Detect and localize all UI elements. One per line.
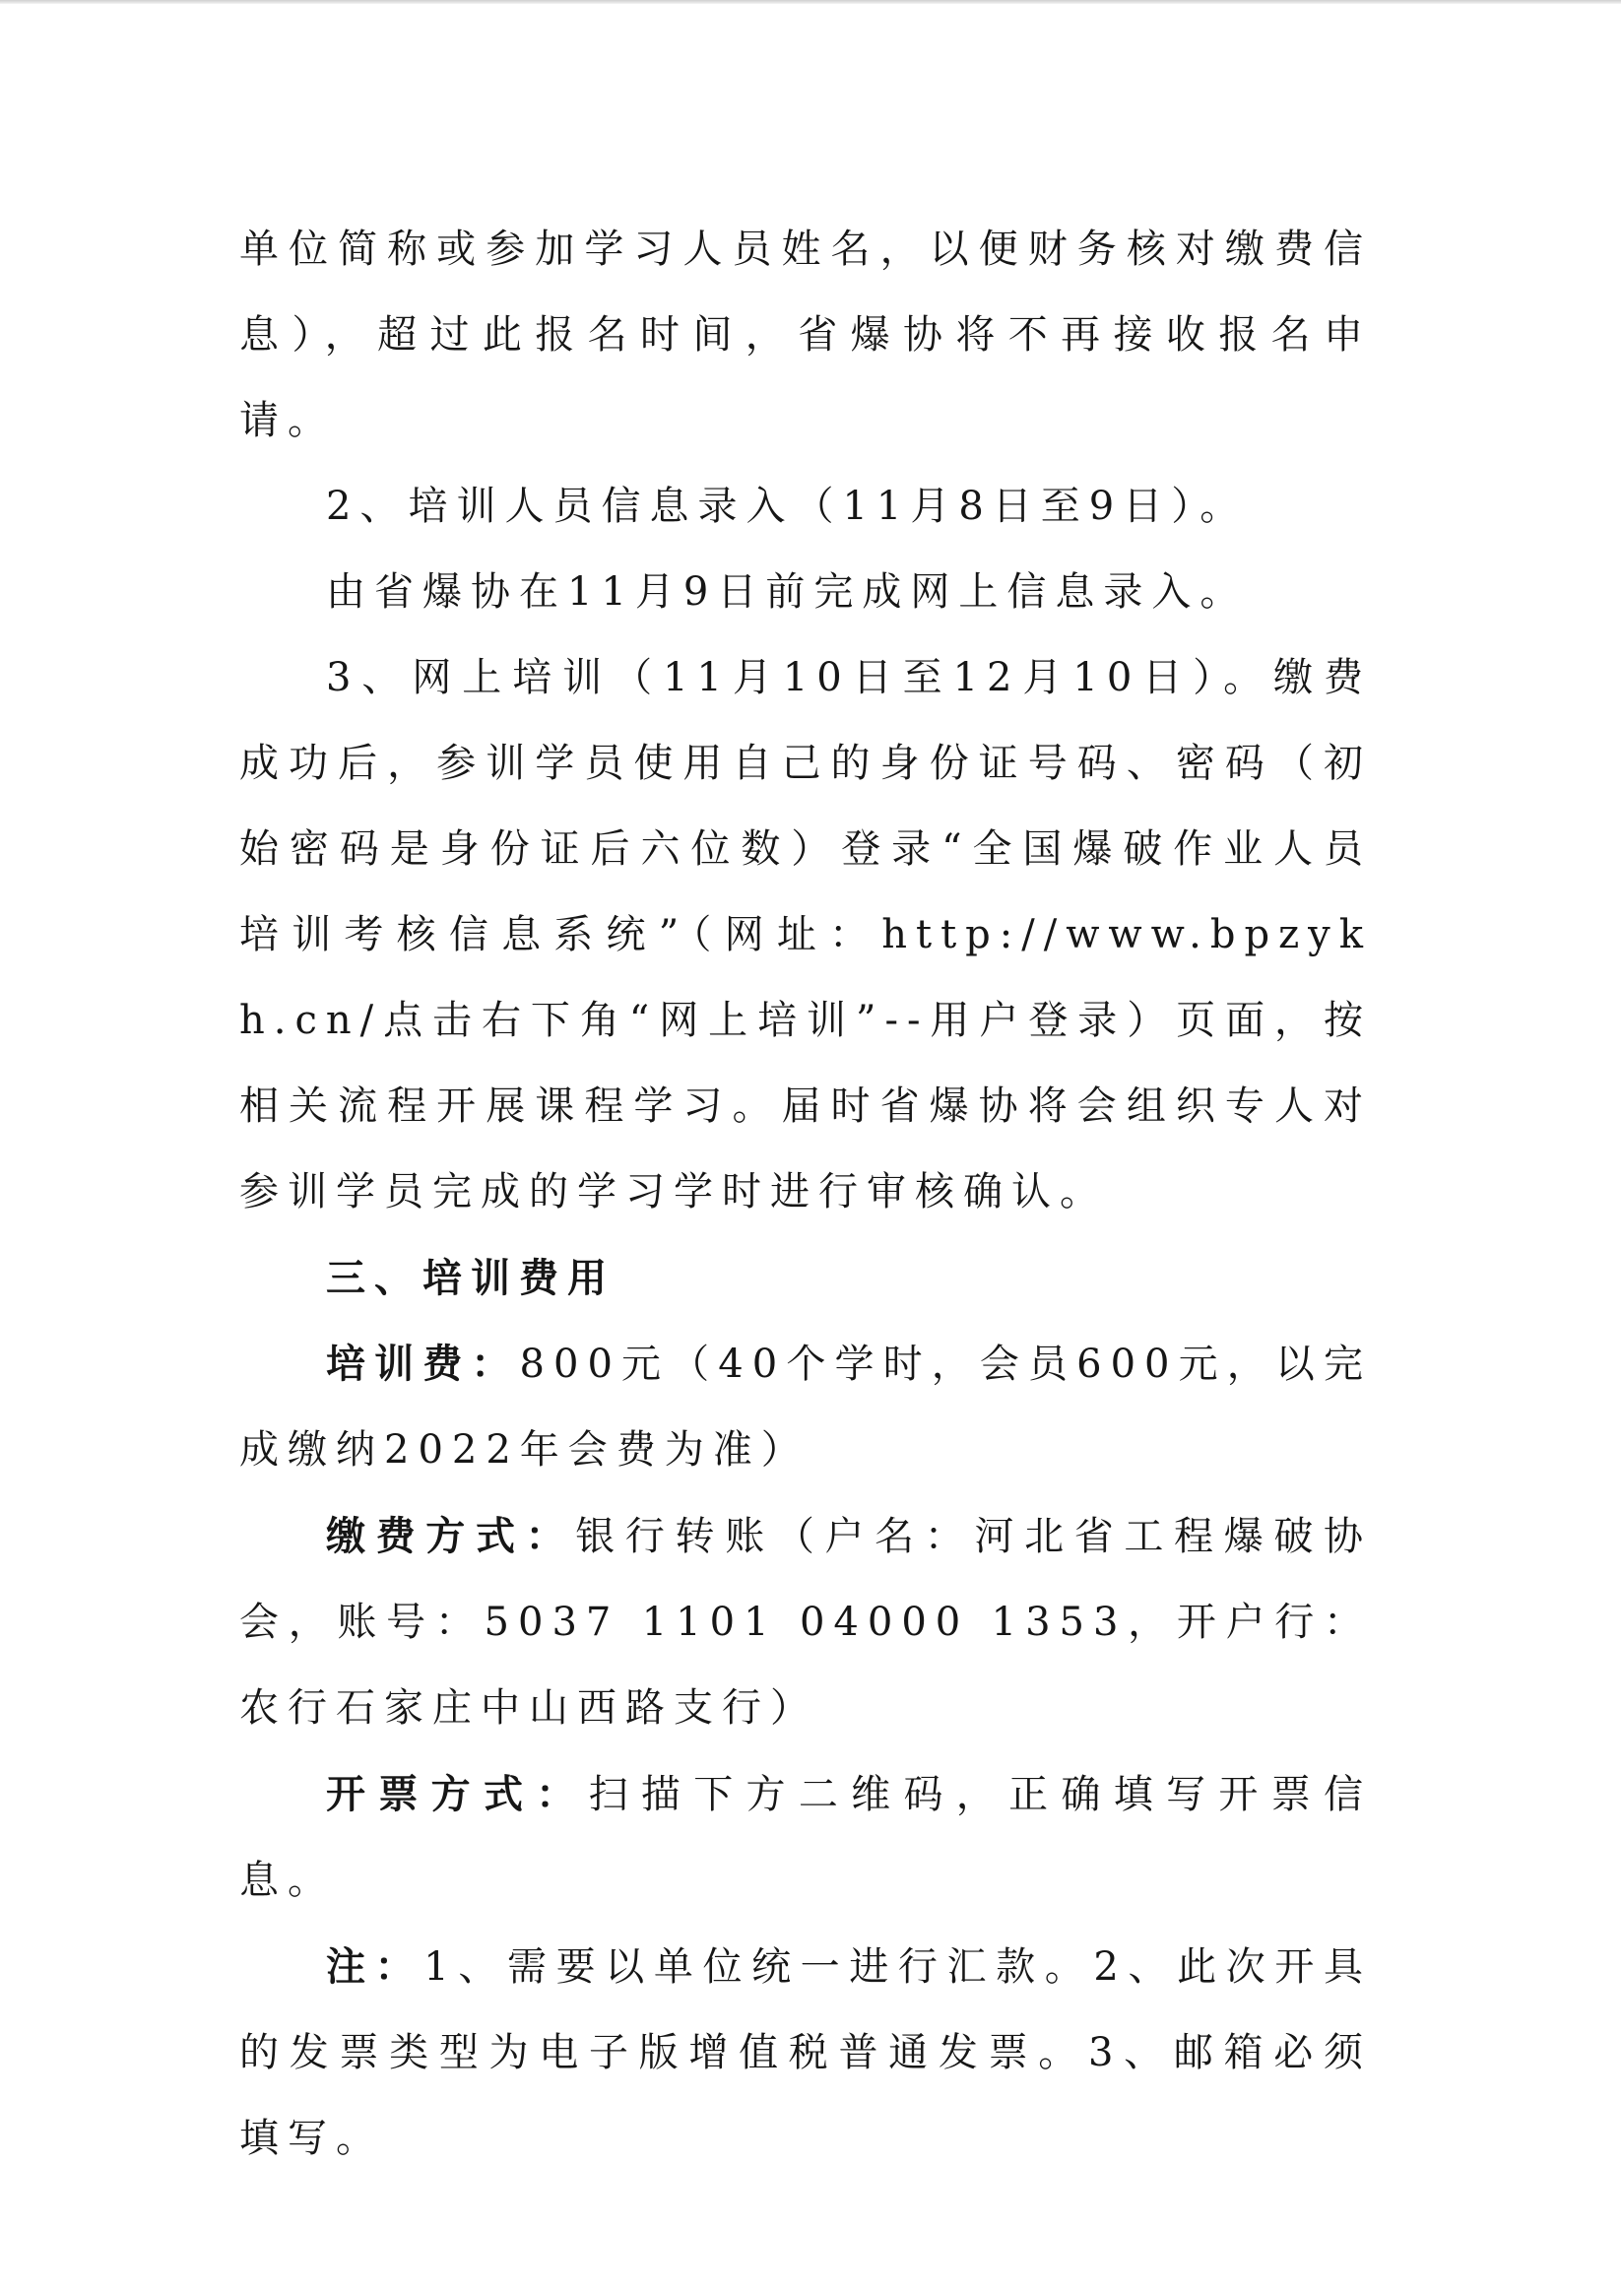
notes-label: 注： (326, 1943, 424, 1990)
paragraph-payment-method (239, 1493, 1372, 1751)
paragraph-invoice-method (239, 1751, 1372, 1924)
paragraph-training-fee (239, 1321, 1372, 1493)
paragraph-info-entry-detail: 由省爆协在11月9日前完成网上信息录入。 (326, 569, 1249, 615)
paragraph-online-training: 3、网上培训（11月10日至12月10日）。缴费成功后，参训学员使用自己的身份证号码、密码（初始密码是身份证后六位数）登录“全国爆破作业人员培训考核信息系统”（网址：http://www.bpzykh.cn/点击右下角“网上培训”--用户登录）页面，按相关流程开展课程学习。届时省爆协将会组织专人对参训学员完成的学习学时进行审核确认。 (239, 655, 1372, 1214)
document-page (239, 207, 1372, 2182)
payment-method-label: 缴费方式： (326, 1513, 576, 1559)
training-fee-label: 培训费： (326, 1341, 520, 1387)
paragraph-notes (239, 1924, 1372, 2182)
training-fee-text: 800元（40个学时，会员600元，以完成缴纳2022年会费为准） (239, 1342, 1373, 1473)
notes-text: 1、需要以单位统一进行汇款。2、此次开具的发票类型为电子版增值税普通发票。3、邮箱必须填写。 (239, 1944, 1372, 2161)
section-heading-training-fees: 三、培训费用 (326, 1255, 616, 1301)
invoice-method-text: 扫描下方二维码，正确填写开票信息。 (239, 1772, 1373, 1903)
invoice-method-label: 开票方式： (326, 1771, 589, 1817)
payment-method-text: 银行转账（户名：河北省工程爆破协会，账号：5037 1101 04000 1353，开户行：农行石家庄中山西路支行） (239, 1514, 1372, 1731)
paragraph-registration-continued: 单位简称或参加学习人员姓名，以便财务核对缴费信息），超过此报名时间，省爆协将不再接收报名申请。 (239, 227, 1372, 443)
scan-top-edge (0, 0, 1621, 4)
paragraph-info-entry: 2、培训人员信息录入（11月8日至9日）。 (326, 484, 1249, 529)
